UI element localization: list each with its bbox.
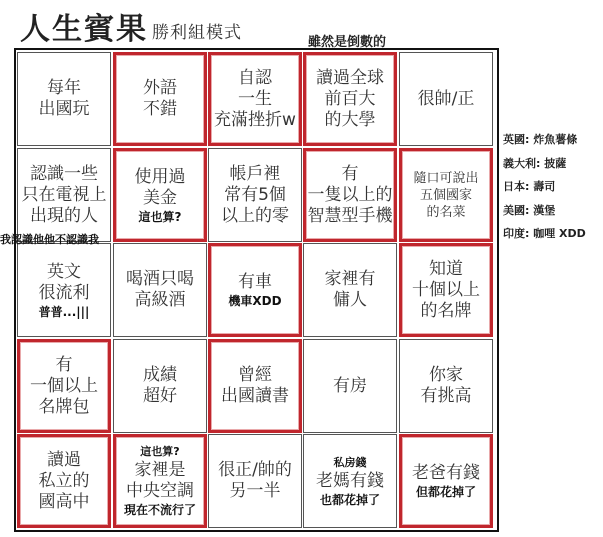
cell-label: 有 一隻以上的 智慧型手機 (307, 163, 393, 226)
bingo-cell (208, 52, 302, 146)
side-note-item: 印度: 咖哩 XDD (503, 227, 586, 240)
cell-sub-note: 現在不流行了 (123, 503, 196, 517)
cell-label: 有 一個以上 名牌包 (30, 354, 98, 417)
cell-label: 喝酒只喝 高級酒 (126, 269, 194, 310)
cell-label: 讀過 私立的 國高中 (38, 449, 90, 512)
cell-label: 使用過 美金 (134, 166, 186, 208)
bingo-cell (303, 148, 397, 242)
top-note: 雖然是倒數的 (308, 35, 387, 50)
cell-label: 自認 一生 充滿挫折w (214, 67, 296, 130)
cell-label: 家裡有 傭人 (324, 269, 376, 310)
side-note-item: 英國: 炸魚薯條 (503, 133, 578, 146)
bingo-cell (399, 243, 493, 337)
side-notes (503, 128, 586, 246)
bingo-cell (17, 434, 111, 528)
side-note-item: 義大利: 披薩 (503, 156, 567, 170)
bingo-cell (399, 339, 493, 433)
cell-label: 英文 很流利 (38, 261, 90, 303)
cell-label: 帳戶裡 常有5個 以上的零 (221, 163, 289, 226)
cell-sub-note: 但都花掉了 (415, 485, 476, 499)
cell-label: 讀過全球 前百大 的大學 (316, 67, 384, 130)
page-title: 人生賓果 (20, 12, 148, 47)
page-subtitle: 勝利組模式 (152, 23, 242, 43)
bingo-cell (208, 434, 302, 528)
bingo-cell (113, 339, 207, 433)
bingo-cell (17, 243, 111, 337)
bingo-cell (113, 52, 207, 146)
cell-label: 曾經 出國讀書 (221, 365, 289, 406)
cell-label: 有車 (238, 272, 272, 292)
cell-label: 每年 出國玩 (38, 78, 90, 119)
cell-label: 隨口可說出 五個國家 的名菜 (413, 170, 479, 220)
bingo-cell (208, 243, 302, 337)
cell-label: 你家 有挑高 (420, 365, 472, 406)
cell-pre-note: 這也算? (140, 445, 180, 458)
cell-sub-note: 機車XDD (228, 294, 282, 308)
bingo-cell (208, 148, 302, 242)
cell-label: 外語 不錯 (143, 78, 177, 119)
cell-sub-note: 這也算? (138, 209, 182, 224)
cell-sub-note: 普普...||| (38, 304, 90, 319)
cell-label: 老爸有錢 (412, 463, 480, 483)
cell-label: 知道 十個以上 的名牌 (412, 258, 480, 321)
bingo-cell (399, 148, 493, 242)
cell-label: 很帥/正 (417, 88, 475, 109)
bingo-cell (303, 243, 397, 337)
bingo-cell (17, 52, 111, 146)
bingo-cell (303, 52, 397, 146)
bingo-cell (17, 148, 111, 242)
cell-label: 有房 (333, 375, 367, 396)
bingo-cell (113, 243, 207, 337)
bingo-cell (399, 434, 493, 528)
bingo-cell (113, 148, 207, 242)
cell-sub-note: 也都花掉了 (319, 492, 380, 507)
side-note-item: 日本: 壽司 (503, 180, 556, 193)
bingo-cell (208, 339, 302, 433)
cell-label: 認識一些 只在電視上 出現的人 (21, 163, 107, 226)
overflow-note: 我認識他他不認識我 (0, 233, 99, 246)
cell-label: 成績 超好 (143, 365, 177, 406)
cell-label: 老媽有錢 (316, 470, 384, 491)
bingo-cell (17, 339, 111, 433)
bingo-cell (303, 339, 397, 433)
bingo-cell (113, 434, 207, 528)
bingo-cell (303, 434, 397, 528)
side-note-item: 美國: 漢堡 (503, 203, 556, 217)
cell-pre-note: 私房錢 (333, 455, 367, 469)
cell-label: 家裡是 中央空調 (126, 460, 194, 501)
cell-label: 很正/帥的 另一半 (218, 460, 292, 501)
bingo-cell (399, 52, 493, 146)
